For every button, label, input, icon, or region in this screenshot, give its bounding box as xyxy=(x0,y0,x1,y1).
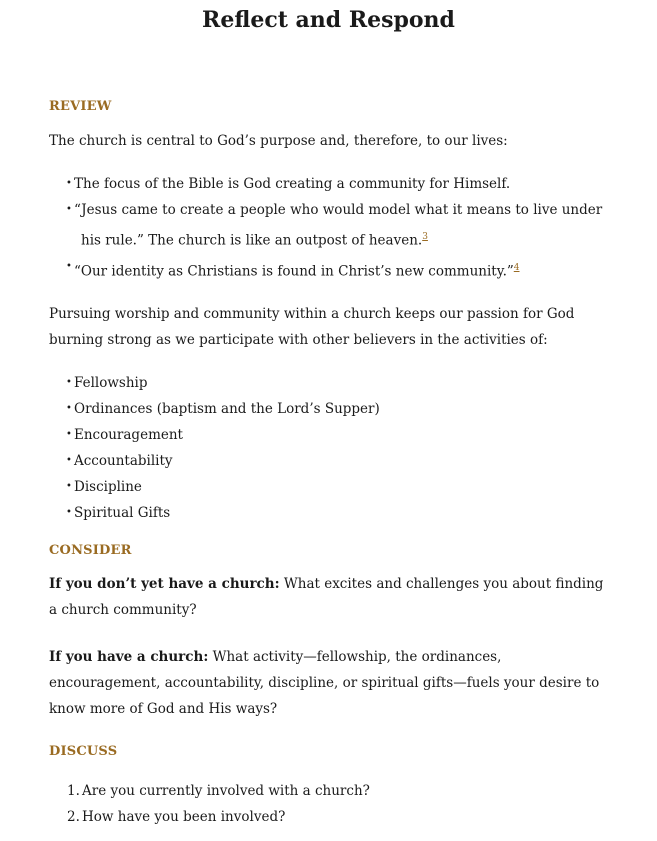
discuss-question xyxy=(49,778,609,804)
question-number: 2. xyxy=(67,809,80,825)
review-bullet xyxy=(49,197,609,254)
consider-item-lead: If you have a church: xyxy=(49,649,209,665)
activity-label: Discipline xyxy=(74,479,142,495)
bullet-dot-icon: • xyxy=(66,507,72,518)
discuss-question xyxy=(49,804,609,830)
activity-list xyxy=(49,370,609,526)
discuss-heading: DISCUSS xyxy=(49,744,118,759)
activity-item xyxy=(49,448,609,474)
consider-item xyxy=(49,571,609,623)
review-heading: REVIEW xyxy=(49,99,112,114)
consider-item-text: What excites and challenges you about finding a church community? xyxy=(49,576,604,618)
activity-label: Encouragement xyxy=(74,427,183,443)
bullet-dot-icon: • xyxy=(66,260,72,272)
discuss-question-text: How have you been involved? xyxy=(82,809,286,825)
discuss-question-text: Are you currently involved with a church? xyxy=(82,783,370,799)
review-bullet-text: The focus of the Bible is God creating a community for Himself. xyxy=(74,176,511,192)
review-intro: The church is central to God’s purpose and, therefore, to our lives: xyxy=(49,133,508,149)
review-bullet xyxy=(49,171,609,197)
review-bullet-text: “Our identity as Christians is found in Christ’s new community.” xyxy=(74,263,514,279)
consider-heading: CONSIDER xyxy=(49,543,132,558)
bullet-dot-icon: • xyxy=(66,455,72,466)
review-bullet-list xyxy=(49,171,609,284)
review-bullet xyxy=(49,254,609,285)
bullet-dot-icon: • xyxy=(66,429,72,440)
bullet-dot-icon: • xyxy=(66,178,72,189)
activity-item xyxy=(49,370,609,396)
activity-label: Accountability xyxy=(74,453,173,469)
footnote-link[interactable]: 3 xyxy=(422,232,428,242)
bullet-dot-icon: • xyxy=(66,481,72,492)
activity-item xyxy=(49,474,609,500)
activity-item xyxy=(49,500,609,526)
bullet-dot-icon: • xyxy=(66,204,72,215)
activity-label: Spiritual Gifts xyxy=(74,505,171,521)
page-title: Reflect and Respond xyxy=(202,7,455,33)
activity-item xyxy=(49,396,609,422)
content xyxy=(49,96,609,830)
footnote-link[interactable]: 4 xyxy=(513,262,520,273)
consider-item-lead: If you don’t yet have a church: xyxy=(49,576,280,592)
activity-label: Fellowship xyxy=(74,375,148,391)
review-bullet-text: “Jesus came to create a people who would model what it means to live under his rule.” The church is like an outpost of heaven. xyxy=(74,202,603,249)
bullet-dot-icon: • xyxy=(66,377,72,388)
review-paragraph: Pursuing worship and community within a church keeps our passion for God burning strong as we participate with other believers in the activities of: xyxy=(49,306,575,348)
bullet-dot-icon: • xyxy=(66,403,72,414)
activity-label: Ordinances (baptism and the Lord’s Supper) xyxy=(74,401,380,417)
question-number: 1. xyxy=(67,783,80,799)
consider-item xyxy=(49,644,609,722)
discuss-question-list xyxy=(49,778,609,830)
consider-item-text: What activity—fellowship, the ordinances, encouragement, accountability, discipline, or spiritual gifts—fuels your desire to know more of God and His ways? xyxy=(49,649,600,717)
activity-item xyxy=(49,422,609,448)
